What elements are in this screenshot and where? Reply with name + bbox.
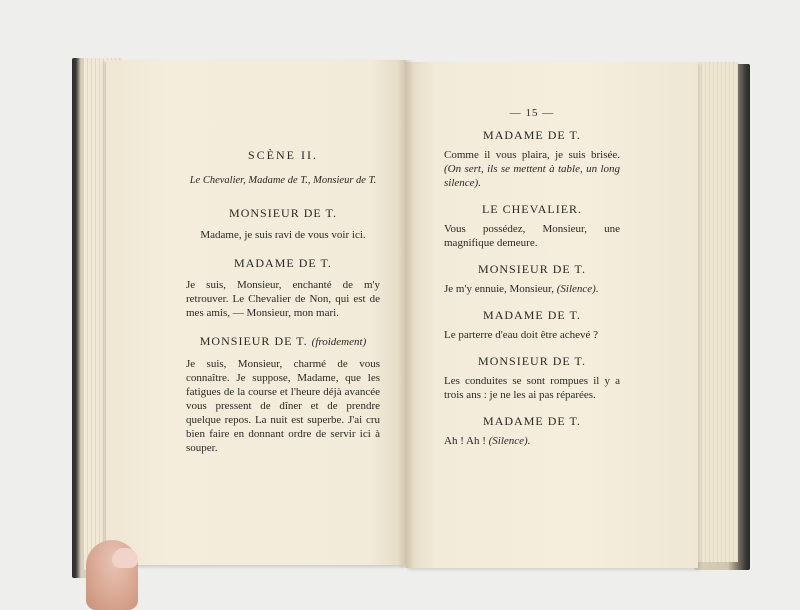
stage-direction: (Silence). bbox=[488, 435, 531, 447]
stage-direction: (froidement) bbox=[311, 336, 367, 348]
stage-direction: (Silence). bbox=[556, 283, 599, 295]
dialogue-text: Madame, je suis ravi de vous voir ici. bbox=[200, 229, 366, 241]
cast-line: Le Chevalier, Madame de T., Monsieur de T. bbox=[189, 175, 377, 186]
dialogue-text: Les conduites se sont rompues il y a trois ans : je ne les ai pas réparées. bbox=[444, 375, 620, 401]
dialogue-text bbox=[444, 282, 620, 296]
speaker-heading: LE CHEVALIER. bbox=[481, 202, 583, 216]
dialogue-text: Vous possédez, Monsieur, une magnifique demeure. bbox=[444, 223, 620, 249]
dialogue-line: Ah ! Ah ! bbox=[444, 435, 486, 447]
dialogue-text: Je suis, Monsieur, enchanté de m'y retrouver. Le Chevalier de Non, qui est de mes amis, — Monsieur, mon mari. bbox=[186, 279, 380, 319]
dialogue-text: Le parterre d'eau doit être achevé ? bbox=[444, 329, 599, 341]
speaker-heading: MONSIEUR DE T. bbox=[229, 206, 337, 220]
speaker-heading bbox=[186, 334, 380, 349]
speaker-heading: MADAME DE T. bbox=[483, 308, 581, 322]
scene-title: SCÈNE II. bbox=[248, 148, 318, 162]
speaker-heading: MADAME DE T. bbox=[483, 414, 581, 428]
speaker-heading: MADAME DE T. bbox=[234, 256, 332, 270]
thumbnail-nail bbox=[112, 548, 138, 568]
dialogue-line: Comme il vous plaira, je suis brisée. bbox=[444, 149, 620, 161]
stage-direction: (On sert, ils se mettent à table, un long silence). bbox=[444, 163, 620, 189]
dialogue-line: Je m'y ennuie, Monsieur, bbox=[444, 283, 554, 295]
speaker-heading: MONSIEUR DE T. bbox=[478, 262, 586, 276]
speaker-heading: MADAME DE T. bbox=[483, 128, 581, 142]
dialogue-text bbox=[444, 148, 620, 190]
dialogue-text bbox=[444, 434, 620, 448]
right-page-text bbox=[444, 106, 620, 448]
speaker-heading: MONSIEUR DE T. bbox=[478, 354, 586, 368]
book-gutter bbox=[398, 60, 414, 568]
speaker-name: MONSIEUR DE T. bbox=[199, 334, 308, 348]
left-page-text bbox=[186, 148, 380, 455]
dialogue-text: Je suis, Monsieur, charmé de vous connaître. Je suppose, Madame, que les fatigues de la course et l'heure déjà avancée vous pressent de dîner et de prendre quelque repos. La nuit est superbe. J'ai cru bien faire en donnant ordre de servir ici à souper. bbox=[186, 358, 380, 454]
page-number: — 15 — bbox=[509, 107, 555, 119]
